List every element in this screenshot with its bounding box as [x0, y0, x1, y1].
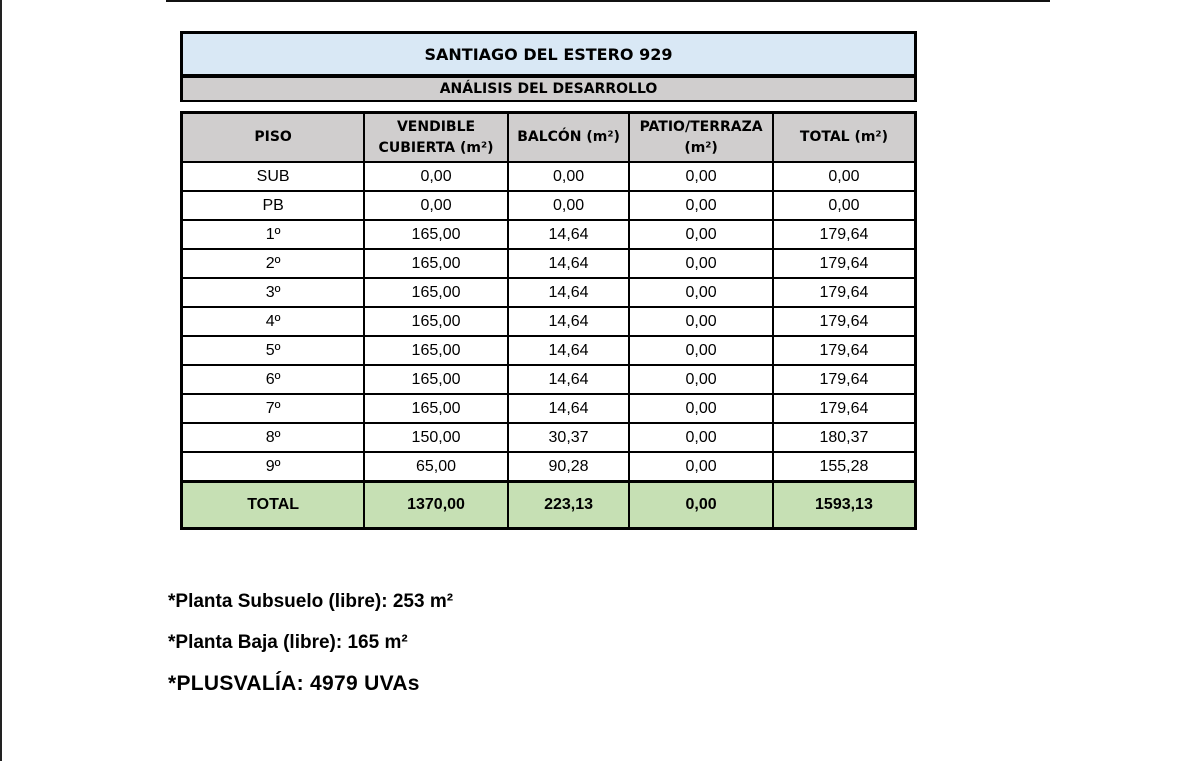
note-subsuelo: *Planta Subsuelo (libre): 253 m²	[168, 591, 454, 612]
cell-patio: 0,00	[629, 278, 773, 307]
cell-vendible: 150,00	[364, 423, 508, 452]
cell-piso: SUB	[182, 162, 365, 191]
cell-vendible: 0,00	[364, 191, 508, 220]
cell-patio: 0,00	[629, 307, 773, 336]
cell-piso: 6º	[182, 365, 365, 394]
cell-vendible: 165,00	[364, 336, 508, 365]
cell-piso: 1º	[182, 220, 365, 249]
notes	[168, 590, 453, 713]
header-patio-terraza	[629, 113, 773, 163]
table-row	[182, 278, 916, 307]
total-row	[182, 482, 916, 529]
cell-vendible: 165,00	[364, 307, 508, 336]
header-vendible-cubierta	[364, 113, 508, 163]
cell-piso: 4º	[182, 307, 365, 336]
header-piso	[182, 113, 365, 163]
cell-patio: 0,00	[629, 249, 773, 278]
page-left-edge	[0, 0, 2, 761]
header-balcon-label: BALCÓN (m²)	[517, 129, 620, 145]
cell-piso: 2º	[182, 249, 365, 278]
cell-piso: 8º	[182, 423, 365, 452]
header-vendible-line2: CUBIERTA (m²)	[378, 139, 494, 156]
cell-vendible: 65,00	[364, 452, 508, 482]
note-planta-baja: *Planta Baja (libre): 165 m²	[168, 632, 408, 653]
header-patio-line2: (m²)	[684, 139, 718, 156]
header-vendible-line1: VENDIBLE	[396, 118, 476, 135]
table-row	[182, 162, 916, 191]
cell-total: 179,64	[773, 249, 916, 278]
top-rule	[166, 0, 1050, 2]
cell-patio: 0,00	[629, 162, 773, 191]
cell-piso: 9º	[182, 452, 365, 482]
cell-total: 0,00	[773, 162, 916, 191]
header-total-label: TOTAL (m²)	[799, 129, 888, 145]
cell-balcon: 14,64	[508, 394, 629, 423]
cell-piso: 3º	[182, 278, 365, 307]
cell-balcon: 14,64	[508, 278, 629, 307]
cell-piso: 7º	[182, 394, 365, 423]
cell-balcon: 14,64	[508, 307, 629, 336]
header-patio-line1: PATIO/TERRAZA	[639, 118, 763, 135]
table-row	[182, 394, 916, 423]
cell-patio: 0,00	[629, 220, 773, 249]
table-row	[182, 307, 916, 336]
cell-total: 179,64	[773, 220, 916, 249]
cell-vendible: 0,00	[364, 162, 508, 191]
cell-patio: 0,00	[629, 423, 773, 452]
cell-patio: 0,00	[629, 394, 773, 423]
document-subtitle: ANÁLISIS DEL DESARROLLO	[183, 77, 914, 100]
cell-balcon: 14,64	[508, 220, 629, 249]
cell-piso: 5º	[182, 336, 365, 365]
cell-total: 179,64	[773, 394, 916, 423]
cell-patio: 0,00	[629, 452, 773, 482]
cell-piso: PB	[182, 191, 365, 220]
table-row	[182, 336, 916, 365]
total-balcon: 223,13	[508, 482, 629, 529]
cell-vendible: 165,00	[364, 220, 508, 249]
title-box	[180, 31, 917, 102]
cell-total: 180,37	[773, 423, 916, 452]
cell-vendible: 165,00	[364, 249, 508, 278]
total-total: 1593,13	[773, 482, 916, 529]
cell-balcon: 14,64	[508, 336, 629, 365]
table-row	[182, 220, 916, 249]
header-balcon	[508, 113, 629, 163]
cell-total: 179,64	[773, 365, 916, 394]
cell-total: 0,00	[773, 191, 916, 220]
cell-balcon: 30,37	[508, 423, 629, 452]
cell-total: 155,28	[773, 452, 916, 482]
development-table	[180, 111, 917, 530]
total-vendible: 1370,00	[364, 482, 508, 529]
table-row	[182, 423, 916, 452]
table-row	[182, 452, 916, 482]
total-patio: 0,00	[629, 482, 773, 529]
cell-vendible: 165,00	[364, 365, 508, 394]
cell-balcon: 90,28	[508, 452, 629, 482]
table-row	[182, 249, 916, 278]
cell-balcon: 0,00	[508, 191, 629, 220]
table-row	[182, 191, 916, 220]
cell-balcon: 0,00	[508, 162, 629, 191]
cell-vendible: 165,00	[364, 278, 508, 307]
cell-patio: 0,00	[629, 336, 773, 365]
cell-total: 179,64	[773, 278, 916, 307]
header-piso-label: PISO	[254, 129, 292, 145]
total-label: TOTAL	[182, 482, 365, 529]
table-header-row	[182, 113, 916, 163]
cell-vendible: 165,00	[364, 394, 508, 423]
cell-total: 179,64	[773, 307, 916, 336]
cell-balcon: 14,64	[508, 249, 629, 278]
cell-balcon: 14,64	[508, 365, 629, 394]
note-plusvalia: *PLUSVALÍA: 4979 UVAs	[168, 672, 420, 695]
cell-total: 179,64	[773, 336, 916, 365]
cell-patio: 0,00	[629, 365, 773, 394]
cell-patio: 0,00	[629, 191, 773, 220]
document-title: SANTIAGO DEL ESTERO 929	[183, 34, 914, 74]
table-row	[182, 365, 916, 394]
header-total	[773, 113, 916, 163]
